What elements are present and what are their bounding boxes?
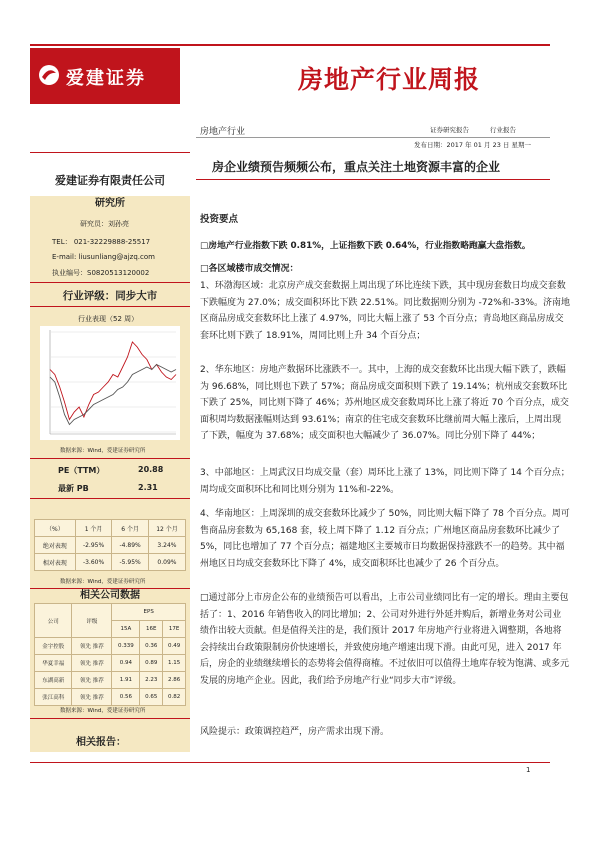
pb-value: 2.31 [138, 483, 158, 492]
companies-title: 相关公司数据 [80, 590, 140, 601]
page-number: 1 [526, 766, 531, 774]
perf-cell: -2.95% [75, 537, 112, 554]
pe-label: PE（TTM） [58, 466, 105, 475]
header-divider [196, 137, 550, 138]
perf-cell: -4.89% [112, 537, 149, 554]
performance-source: 数据来源：Wind，爱建证券研究所 [60, 579, 146, 585]
publish-date: 发布日期：2017 年 01 月 23 日 星期一 [414, 141, 531, 149]
company-cell: 金宇控股 [35, 638, 72, 655]
top-red-line [30, 44, 550, 46]
table-row [35, 638, 186, 655]
paragraph-south-china: 4、华南地区：上周深圳的成交套数环比减少了 50%，同比则大幅下降了 78 个百分点。周可售商品房套数为 65,168 套，较上周下降了 1.12 百分点；广州地区商品房套数环比减少了 5%，同比也增加了 77 个百分点；福建地区主要城市日均数据保持涨跌不一的趋势。其中福州地区日均成交套数环比下降了 4%，成交面积环比也减少了 26 个百分点。 [200, 509, 570, 569]
company-cell: 0.89 [140, 655, 163, 672]
company-cell: 1.15 [163, 655, 186, 672]
footer-line [30, 762, 550, 763]
sidebar-divider-6 [30, 718, 190, 719]
sidebar-top-line [30, 152, 190, 153]
company-cell: 0.65 [140, 689, 163, 706]
chart-source: 数据来源：Wind，爱建证券研究所 [60, 448, 146, 454]
company-cell: 0.49 [163, 638, 186, 655]
companies-header-row [35, 604, 186, 621]
related-reports: 相关报告： [76, 737, 126, 748]
paragraph-risk: 风险提示：政策调控趋严，房产需求出现下滑。 [200, 727, 390, 737]
table-row [35, 655, 186, 672]
perf-cell: 0.09% [148, 554, 185, 571]
performance-table-header [35, 520, 186, 537]
industry-label: 房地产行业 [200, 127, 246, 137]
sidebar-tel: TEL： 021-32229888-25517 [52, 238, 151, 246]
perf-header-cell: 12 个月 [148, 520, 185, 537]
paragraph-central: 3、中部地区：上周武汉日均成交量（套）周环比上涨了 13%，同比则下降了 14 个百分点；周均成交面积环比和同比则分别为 11%和-22%。 [200, 468, 570, 495]
companies-table [34, 603, 186, 706]
table-row [35, 672, 186, 689]
logo-mark-icon [38, 64, 60, 90]
company-cell: 张江高科 [35, 689, 72, 706]
bullet-index: □房地产行业指数下跌 0.81%，上证指数下跌 0.64%，行业指数略跑赢大盘指数。 [200, 241, 531, 251]
company-cell: 0.56 [112, 689, 140, 706]
paragraph-bohai: 1、环渤海区域：北京房产成交套数据上周出现了环比连续下跌，其中现房套数日均成交套数下跌幅度为 27.0%；成交面积环比下跌 22.51%。同比数据则分别为 -72%和-33%。济南地区商品房成交套数环比上涨了 4.97%，同比大幅上涨了 53 个百分点；青岛地区商品房成交套环比则下跌了 18.91%，周同比则上升 34 个百分点； [200, 281, 570, 341]
company-cell: 领先 推荐 [72, 689, 112, 706]
report-type: 证券研究报告 [430, 126, 469, 134]
sidebar-divider-1 [30, 282, 190, 283]
table-row [35, 554, 186, 571]
company-cell: 0.94 [112, 655, 140, 672]
headline: 房企业绩预告频频公布，重点关注土地资源丰富的企业 [212, 160, 501, 174]
industry-performance-chart [40, 326, 180, 440]
perf-cell: 3.24% [148, 537, 185, 554]
headline-divider [196, 179, 550, 180]
companies-header-cell: 公司 [35, 604, 72, 638]
companies-header-cell: EPS [112, 604, 186, 621]
company-cell: 2.23 [140, 672, 163, 689]
pe-value: 20.88 [138, 465, 164, 474]
report-title: 房地产行业周报 [298, 65, 481, 94]
companies-header-cell: 评级 [72, 604, 112, 638]
chart-title: 行业表现（52 周） [78, 315, 139, 323]
perf-header-cell: 1 个月 [75, 520, 112, 537]
section-title: 投资要点 [200, 214, 239, 225]
table-row [35, 689, 186, 706]
perf-cell: -3.60% [75, 554, 112, 571]
sidebar-company: 爱建证券有限责任公司 [55, 174, 165, 187]
company-cell: 2.86 [163, 672, 186, 689]
sidebar-rating: 行业评级：同步大市 [62, 290, 158, 302]
company-cell: 领先 推荐 [72, 655, 112, 672]
sidebar-email[interactable]: E-mail: liusunliang@ajzq.com [52, 253, 155, 261]
perf-cell: -5.95% [112, 554, 149, 571]
sidebar-divider-2 [30, 306, 190, 307]
table-row [35, 537, 186, 554]
company-cell: 1.91 [112, 672, 140, 689]
companies-source: 数据来源：Wind，爱建证券研究所 [60, 708, 146, 714]
sidebar-dept: 研究所 [95, 198, 125, 209]
company-cell: 0.36 [140, 638, 163, 655]
logo-text: 爱建证券 [66, 68, 146, 89]
sidebar-divider-3 [30, 458, 190, 459]
companies-header-cell: 16E [140, 621, 163, 638]
paragraph-east-china: 2、华东地区：房地产数据环比涨跌不一。其中，上海的成交套数环比出现大幅下跌了，跌幅为 96.68%，同比则也下跌了 57%；商品房成交面积则下跌了 19.14%；杭州成交套数环比下跌了 25%，同比则下降了 46%；苏州地区成交套数周环比上涨了将近 70 个百分点，成交面积周均数据涨幅则达到 93.61%；南京的住宅成交套数环比继前周大幅上涨后，上周出现了下跌，幅度为 37.68%；成交面积也大幅减少了 36.07%。同比分别下降了 44%； [200, 365, 569, 442]
companies-header-cell: 15A [112, 621, 140, 638]
sidebar-analyst: 研究员：刘孙亮 [80, 220, 129, 228]
company-cell: 华夏幸福 [35, 655, 72, 672]
sidebar-divider-4 [30, 498, 190, 499]
perf-cell: 相对表现 [35, 554, 76, 571]
perf-header-cell: 6 个月 [112, 520, 149, 537]
company-cell: 东湖高新 [35, 672, 72, 689]
company-cell: 领先 推荐 [72, 672, 112, 689]
company-cell: 0.82 [163, 689, 186, 706]
pb-label: 最新 PB [58, 484, 89, 493]
sidebar-license: 执业编号：S0820513120002 [52, 269, 150, 277]
perf-header-cell: （%） [35, 520, 76, 537]
company-cell: 领先 推荐 [72, 638, 112, 655]
company-cell: 0.339 [112, 638, 140, 655]
paragraph-outlook: □通过部分上市房企公布的业绩预告可以看出，上市公司业绩同比有一定的增长。理由主要包括了：1、2016 年销售收入的同比增加；2、公司对外进行外延并购后，新增业务对公司业绩作出较大贡献。但是值得关注的是，我们预计 2017 年房地产行业将进入调整期，各地将会持续出台政策限制房价快速增长，并致使房地产增速出现下滑。由此可见，进入 2017 年后，房企的业绩继续增长的态势将会值得商榷。不过依旧可以值得土地库存较为饱满、或多元发展的房地产企业。因此，我们给予房地产行业“同步大市”评级。 [200, 593, 570, 686]
bullet-regions: □各区域楼市成交情况： [200, 264, 299, 274]
performance-table [34, 519, 186, 571]
companies-header-cell: 17E [163, 621, 186, 638]
report-subtype: 行业报告 [490, 126, 516, 134]
perf-cell: 绝对表现 [35, 537, 76, 554]
